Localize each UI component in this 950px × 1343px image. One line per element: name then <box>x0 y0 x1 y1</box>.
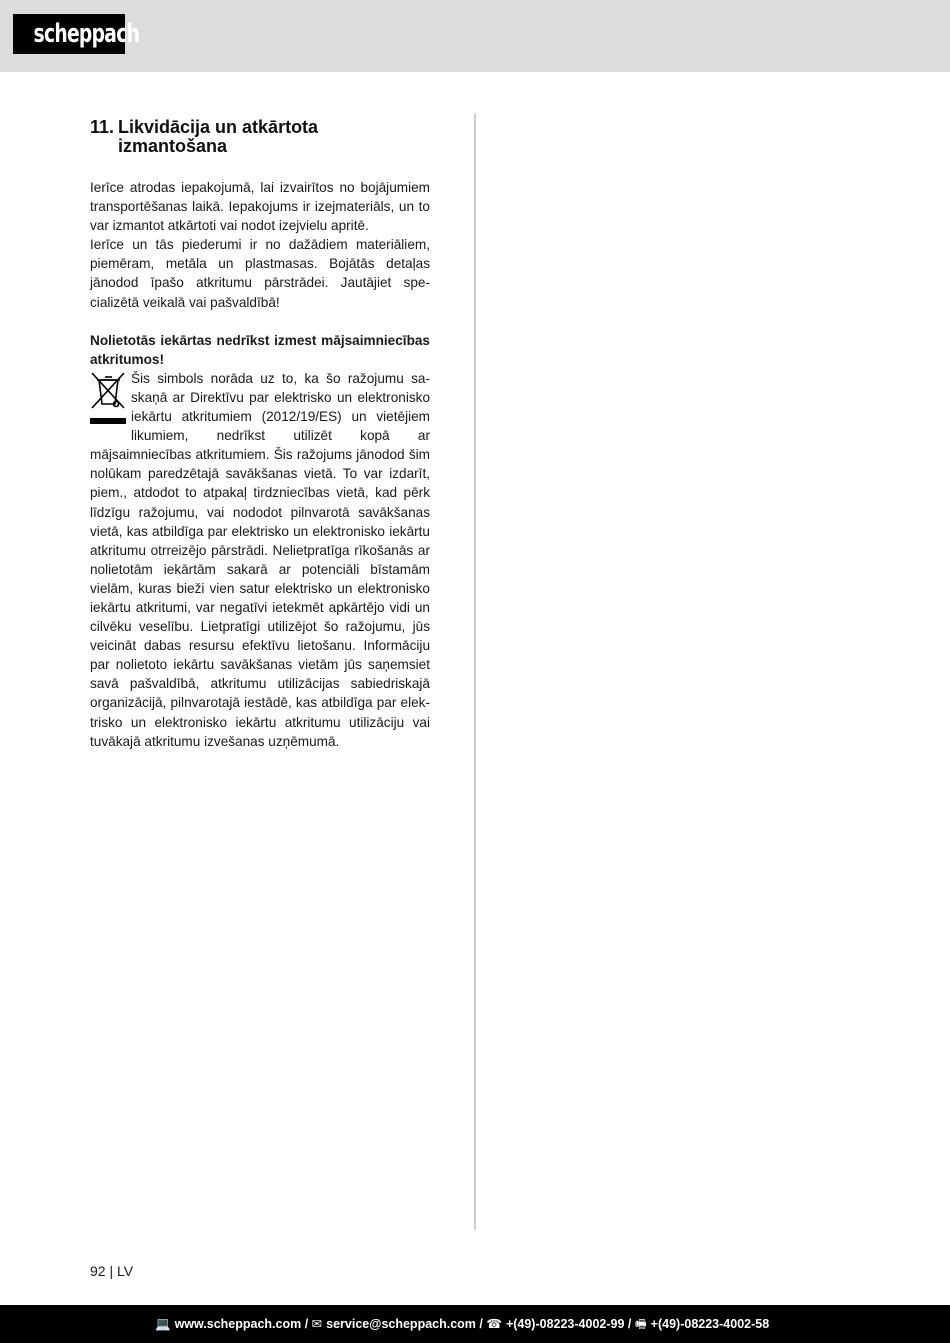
column-divider <box>474 113 476 1230</box>
materials-paragraph: Ierīce un tās piederumi ir no dažādiem materiāliem, piemēram, metāla un plastmasas. Bojātās detaļas jānodod īpašo atkritumu pārstrādei. Jautājiet specializētā veikalā vai pašvaldībā! <box>90 237 430 310</box>
weee-paragraph: Šis simbols norāda uz to, ka šo ražojumu saskaņā ar Direktīvu par elektrisko un elektronisko iekārtu atkritumiem (2012/19/ES) un vietējiem likumiem, nedrīkst utilizēt kopā ar mājsaimniecības atkritumiem. Šis ražojums jānodod šim nolūkam paredzētajā savākšanas vietā. To var izdarīt, piem., atdodot to atpakaļ tirdzniecības vietā, kad pērk līdzīgu ražojumu, vai nododot pilnvarotā savākšanas vietā, kas atbildīga par elektrisko un elektronisko iekārtu atkritumu otrreizējo pārstrādi. Nelietpratīga rīkošanās ar nolietotām iekārtām sakarā ar potenciāli bīstamām vielām, kuras bieži vien satur elektrisko un elektronisko iekārtu atkritumi, var negatīvi ietekmēt apkārtējo vidi un cilvēku veselību. Lietpratīgi utilizējot šo ražojumu, jūs veicināt dabas resursu efektīvu lietošanu. Informāciju par nolietoto iekārtu savākšanas vietām jūs saņemsiet savā pašvaldībā, atkritumu utilizācijas sabiedriskajā organizācijā, pilnvarotajā iestādē, kas atbildīga par elektrisko un elektronisko iekārtu atkritumu utilizāciju vai tuvākajā atkritumu izvešanas uzņēmumā. <box>90 370 431 749</box>
fax-icon: 🖷 <box>634 1317 647 1331</box>
contact-footer <box>0 1305 950 1343</box>
household-waste-warning: Nolietotās iekārtas nedrīkst izmest mājsaimniecības atkritumos! <box>90 332 430 367</box>
header-band <box>0 0 950 72</box>
scheppach-logo: scheppach <box>13 14 125 54</box>
left-column <box>90 118 430 751</box>
crossed-out-wheelie-bin-icon <box>90 370 128 428</box>
section-title-line-2: izmantošana <box>118 136 228 156</box>
phone-icon: ☎ <box>486 1317 502 1331</box>
packaging-paragraph: Ierīce atrodas iepakojumā, lai izvairītos no bojājumiem transportēšanas laikā. Iepakojums ir izejmateriāls, un to var izmantot atkārtoti vai nodot izejvielu apritē. <box>90 180 430 234</box>
phone-number: +(49)-08223-4002-99 / <box>505 1317 632 1331</box>
section-number: 11. <box>90 117 115 137</box>
mail-icon: ✉ <box>311 1317 323 1331</box>
fax-number: +(49)-08223-4002-58 <box>650 1317 770 1331</box>
section-title <box>90 118 430 156</box>
page-number: 92 | LV <box>90 1263 134 1279</box>
section-title-line-1: Likvidācija un atkārtota <box>118 117 319 137</box>
computer-icon: 💻 <box>155 1317 171 1331</box>
website-link[interactable]: www.scheppach.com / <box>174 1317 309 1331</box>
email-link[interactable]: service@scheppach.com / <box>326 1317 483 1331</box>
